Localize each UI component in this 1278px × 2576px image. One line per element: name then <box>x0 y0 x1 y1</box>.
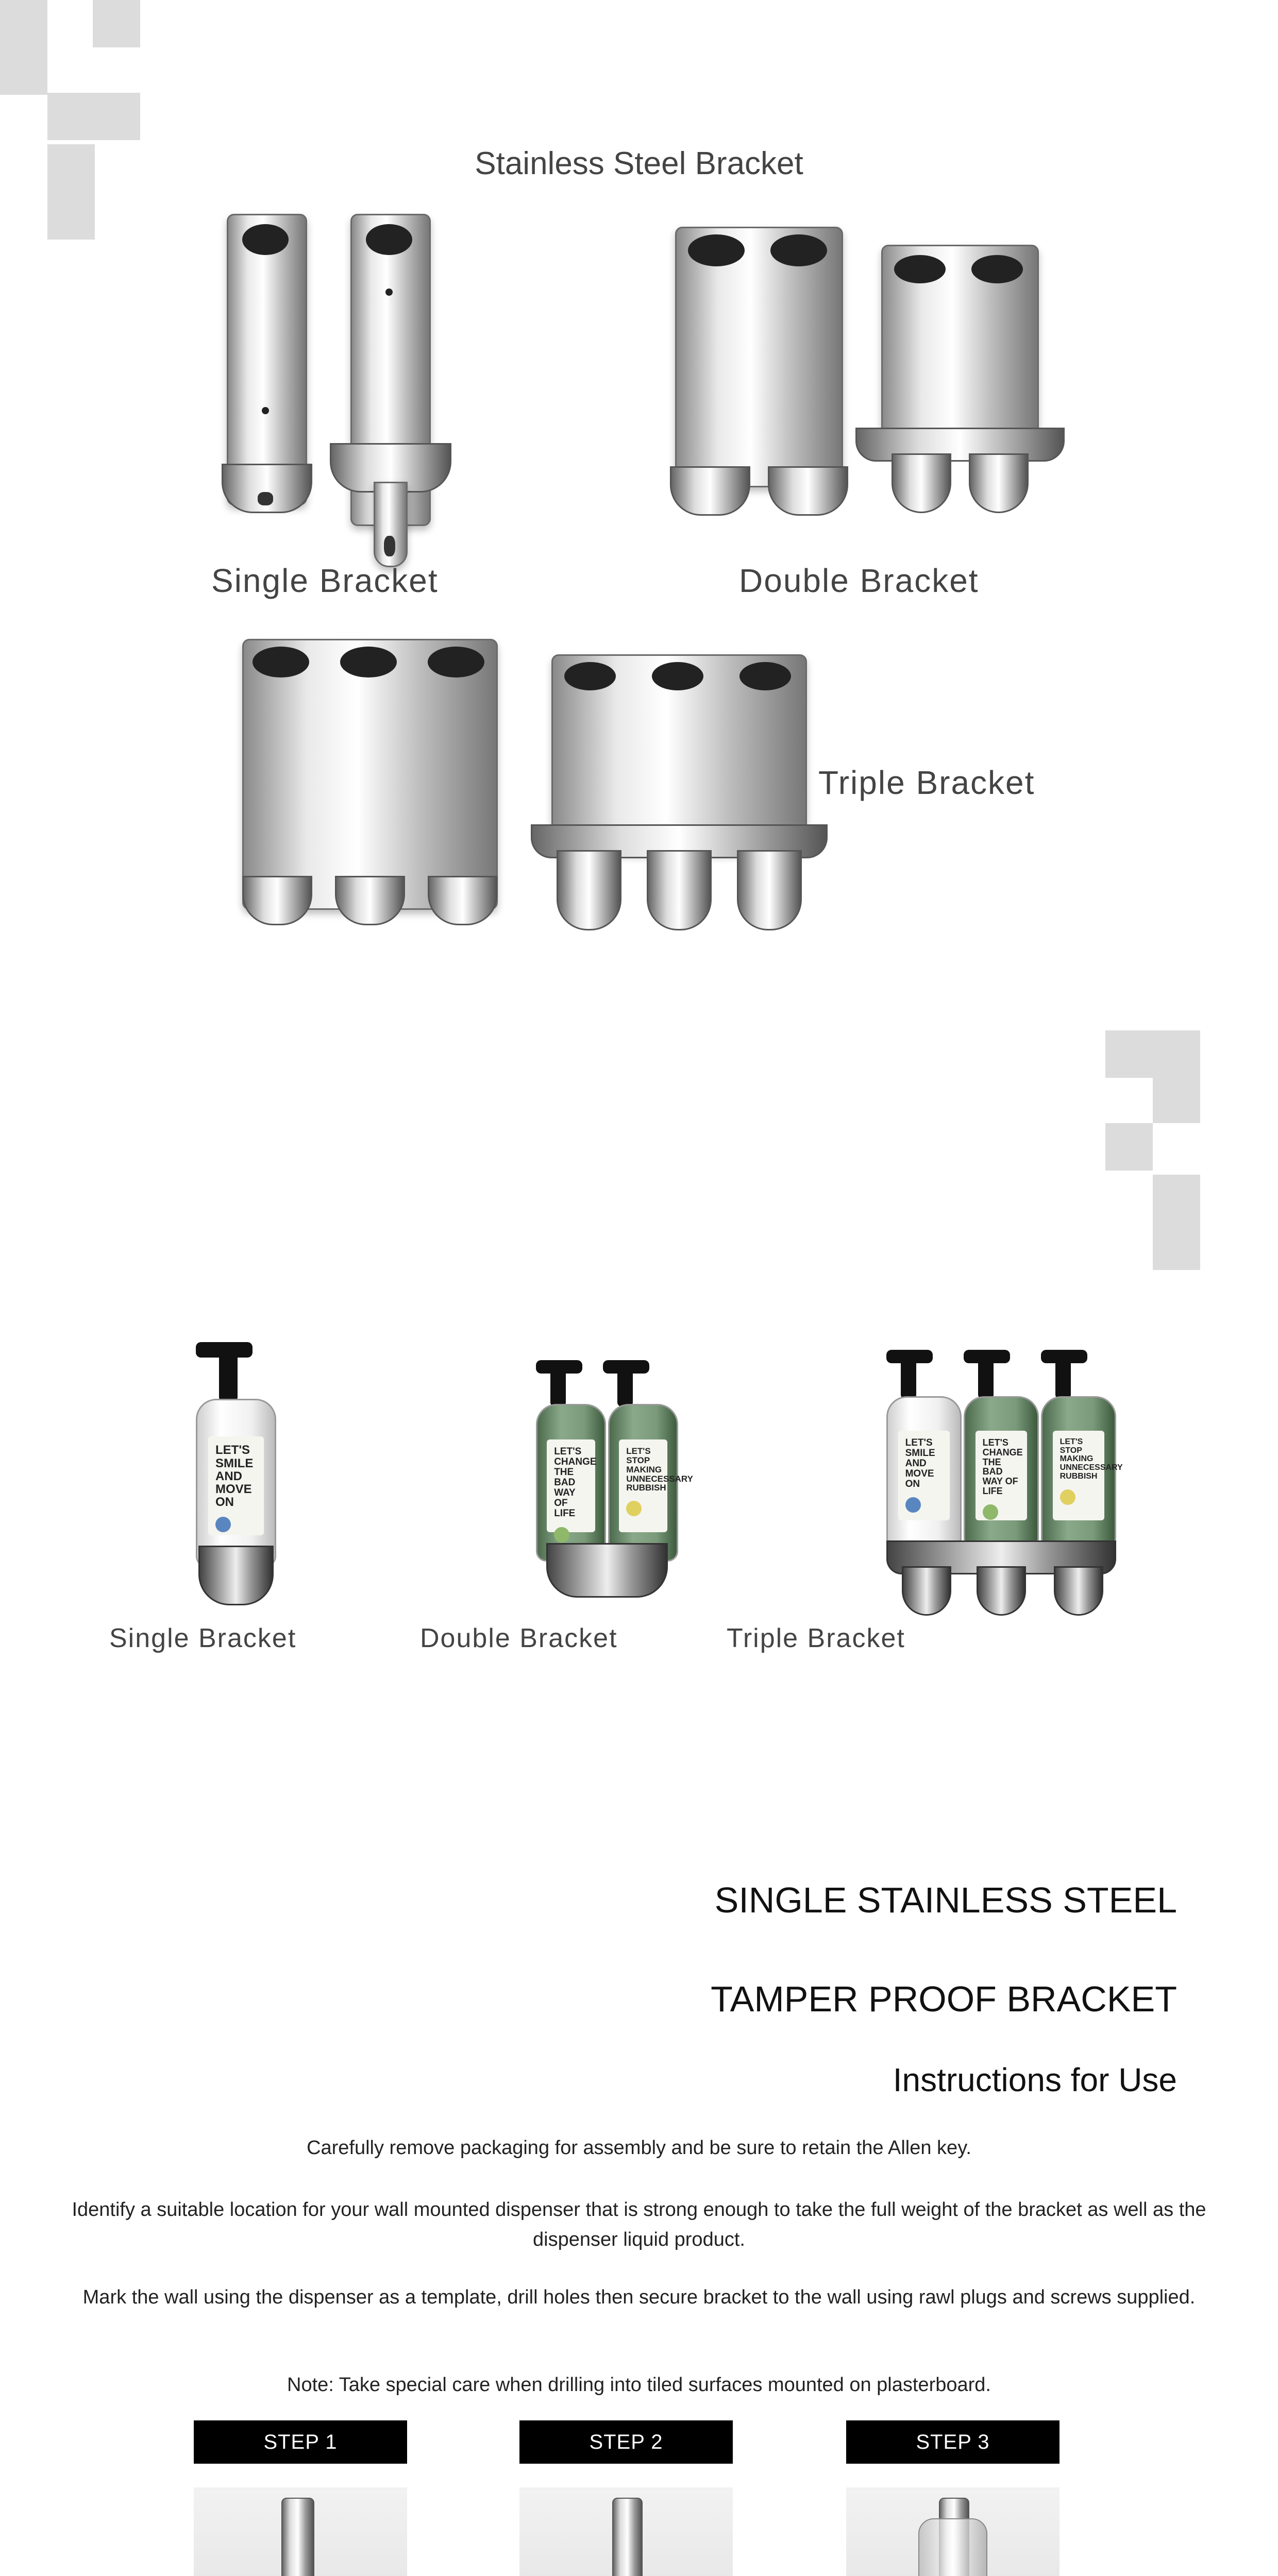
instructions-para: Carefully remove packaging for assembly and be sure to retain the Allen key. <box>307 2137 971 2159</box>
instructions-note: Note: Take special care when drilling into tiled surfaces mounted on plasterboard. <box>287 2374 991 2396</box>
double-bracket-label: Double Bracket <box>739 562 979 599</box>
instructions-para: Identify a suitable location for your wall mounted dispenser that is strong enough to take the full weight of the bracket as well as the dispenser liquid product. <box>72 2199 1206 2250</box>
instructions-heading-line2: TAMPER PROOF BRACKET <box>711 1979 1177 2019</box>
bottle-text: LET'S CHANGE THE BAD WAY OF LIFE <box>554 1446 597 1519</box>
step-3-photo <box>846 2487 1060 2576</box>
step-2-label: STEP 2 <box>519 2420 733 2464</box>
decor-block <box>1105 1030 1153 1078</box>
bottle-text: LET'S CHANGE THE BAD WAY OF LIFE <box>982 1437 1023 1497</box>
instructions-heading-line3: Instructions for Use <box>893 2061 1177 2098</box>
triple-bottle-label: Triple Bracket <box>727 1623 905 1653</box>
step-2-photo <box>519 2487 733 2576</box>
instructions-para: Mark the wall using the dispenser as a template, drill holes then secure bracket to the wall using rawl plugs and screws supplied. <box>82 2286 1196 2308</box>
decor-block <box>0 0 47 47</box>
decor-block <box>1153 1030 1200 1123</box>
decor-block <box>0 47 47 95</box>
decor-block <box>1153 1175 1200 1270</box>
triple-bracket-label: Triple Bracket <box>818 764 1035 801</box>
decor-block <box>47 93 93 140</box>
decor-block <box>93 0 140 47</box>
bottle-text: LET'S SMILE AND MOVE ON <box>905 1437 935 1489</box>
step-3-label: STEP 3 <box>846 2420 1060 2464</box>
step-1-photo <box>194 2487 407 2576</box>
single-bracket-label: Single Bracket <box>211 562 439 599</box>
single-bottle-label: Single Bracket <box>109 1623 297 1653</box>
stainless-section-title: Stainless Steel Bracket <box>475 146 803 181</box>
decor-block <box>1105 1123 1153 1171</box>
double-bottle-label: Double Bracket <box>420 1623 618 1653</box>
bottle-text: LET'S SMILE AND MOVE ON <box>215 1443 254 1510</box>
step-1-label: STEP 1 <box>194 2420 407 2464</box>
decor-block <box>93 93 140 140</box>
instructions-heading-line1: SINGLE STAINLESS STEEL <box>714 1880 1177 1920</box>
bottle-text: LET'S STOP MAKING UNNECESSARY RUBBISH <box>1060 1437 1123 1481</box>
bottle-text: LET'S STOP MAKING UNNECESSARY RUBBISH <box>626 1446 693 1493</box>
